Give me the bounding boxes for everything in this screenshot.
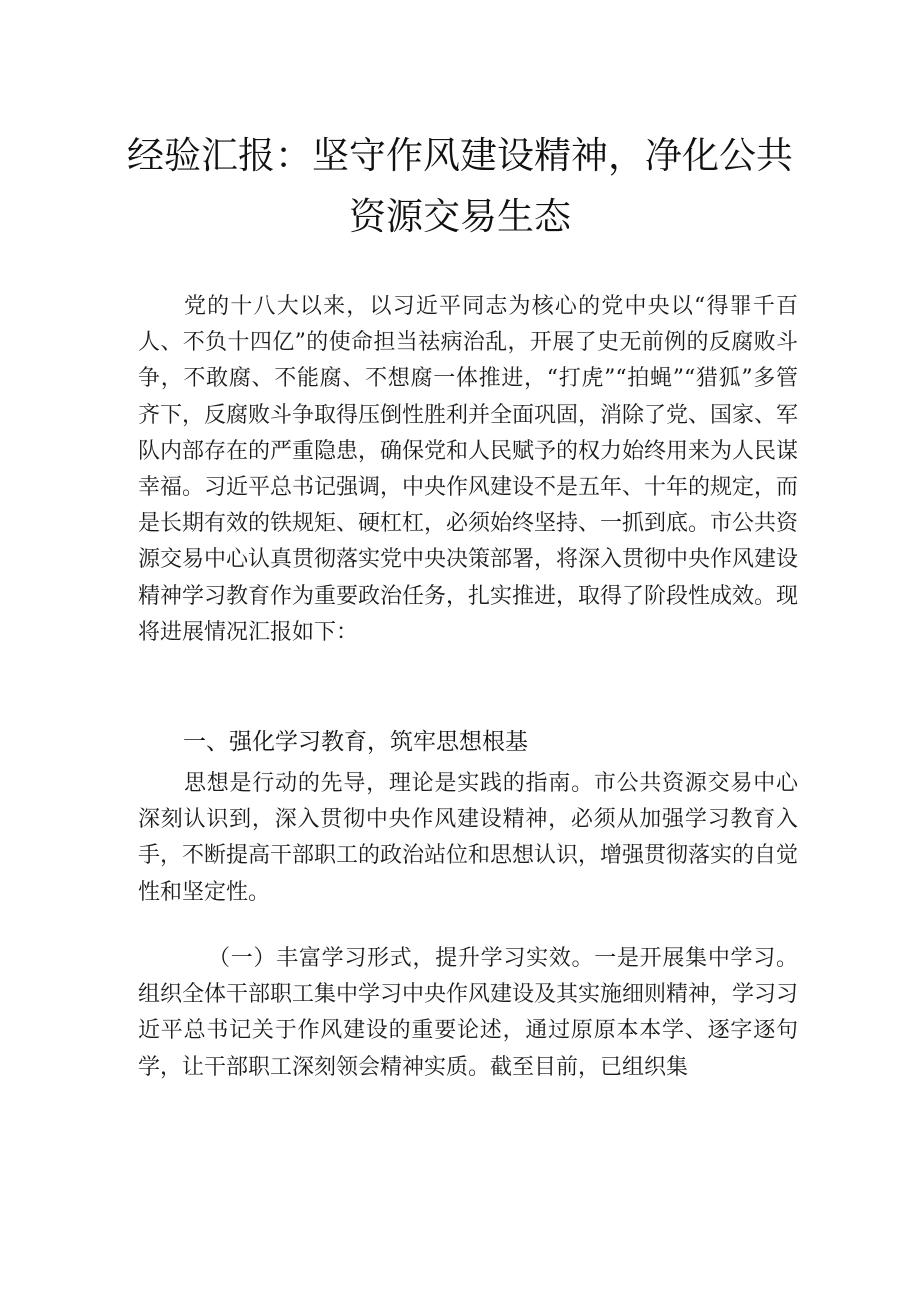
section-heading-1: 一、强化学习教育，筑牢思想根基 [183,729,528,755]
intro-paragraph: 党的十八大以来，以习近平同志为核心的党中央以“得罪千百人、不负十四亿”的使命担当祛病治乱，开展了史无前例的反腐败斗争，不敢腐、不能腐、不想腐一体推进，“打虎”“拍蝇”“猎狐”多管齐下，反腐败斗争取得压倒性胜利并全面巩固，消除了党、国家、军队内部存在的严重隐患，确保党和人民赋予的权力始终用来为人民谋幸福。习近平总书记强调，中央作风建设不是五年、十年的规定，而是长期有效的铁规矩、硬杠杠，必须始终坚持、一抓到底。市公共资源交易中心认真贯彻落实党中央决策部署，将深入贯彻中央作风建设精神学习教育作为重要政治任务，扎实推进，取得了阶段性成效。现将进展情况汇报如下： [138,294,799,645]
subsection-1-paragraph: （一）丰富学习形式，提升学习实效。一是开展集中学习。组织全体干部职工集中学习中央作风建设及其实施细则精神，学习习近平总书记关于作风建设的重要论述，通过原原本本学、逐字逐句学，让干部职工深刻领会精神实质。截至目前，已组织集 [138,946,799,1080]
document-title-line-1: 经验汇报：坚守作风建设精神，净化公共 [127,134,793,177]
document-title-line-2: 资源交易生态 [349,195,571,238]
section-1-paragraph: 思想是行动的先导，理论是实践的指南。市公共资源交易中心深刻认识到，深入贯彻中央作风建设精神，必须从加强学习教育入手，不断提高干部职工的政治站位和思想认识，增强贯彻落实的自觉性和坚定性。 [138,771,799,905]
